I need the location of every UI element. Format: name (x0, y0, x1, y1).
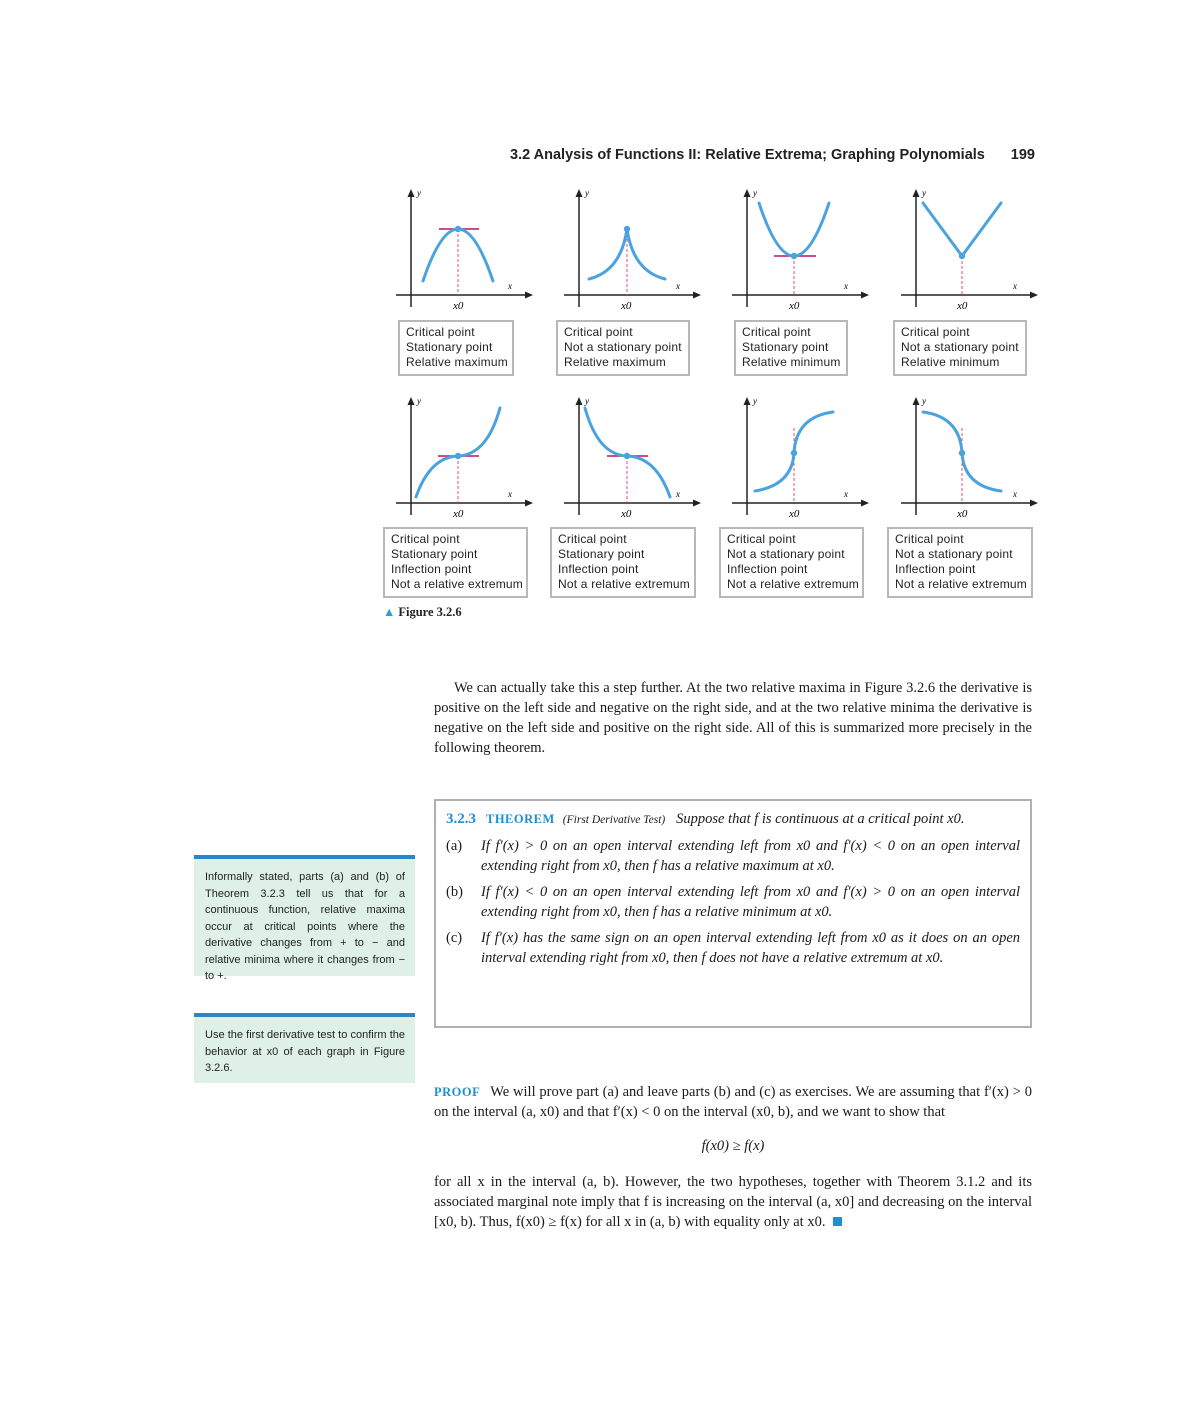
y-label: y (753, 396, 757, 406)
y-label: y (922, 188, 926, 198)
theorem-name: (First Derivative Test) (562, 814, 666, 826)
x0-label: x0 (621, 508, 632, 520)
y-label: y (417, 188, 421, 198)
caption-line: Critical point (895, 532, 964, 546)
margin-note-informal: Informally stated, parts (a) and (b) of Theorem 3.2.3 tell us that for a continuous function, relative maxima occur at critical points where the derivative changes from + to − and relative minima where it changes from − to +. (194, 855, 415, 976)
page-number: 199 (1010, 147, 1035, 163)
critical-point-dot (455, 226, 461, 232)
proof-conclusion (434, 1172, 1032, 1232)
caption-5 (383, 527, 528, 598)
caption-6 (550, 527, 696, 598)
critical-point-dot (959, 253, 965, 259)
caption-line: Not a stationary point (895, 547, 1013, 561)
x0-label: x0 (789, 508, 800, 520)
x-label: x (844, 489, 848, 499)
y-axis-arrow (913, 189, 920, 197)
caption-line: Inflection point (558, 562, 639, 576)
figure-label-text: Figure 3.2.6 (398, 605, 462, 619)
caption-line: Relative minimum (901, 355, 1000, 369)
caption-2 (556, 320, 690, 376)
x-label: x (508, 281, 512, 291)
graph-relative-maximum-smooth (393, 183, 543, 313)
caption-line: Critical point (558, 532, 627, 546)
curve-left (589, 229, 627, 279)
y-axis-arrow (408, 397, 415, 405)
caption-7 (719, 527, 864, 598)
y-label: y (753, 188, 757, 198)
x0-label: x0 (957, 300, 968, 312)
caption-line: Relative minimum (742, 355, 841, 369)
graph-8-svg (898, 391, 1048, 521)
graph-relative-maximum-cusp (561, 183, 711, 313)
y-label: y (417, 396, 421, 406)
caption-line: Not a relative extremum (895, 577, 1027, 591)
caption-line: Not a stationary point (727, 547, 845, 561)
y-axis-arrow (576, 397, 583, 405)
y-label: y (922, 396, 926, 406)
y-label: y (585, 188, 589, 198)
theorem-heading (446, 809, 1020, 830)
x-axis-arrow (861, 500, 869, 507)
y-axis-arrow (913, 397, 920, 405)
theorem-number: 3.2.3 (446, 811, 476, 827)
figure-label (383, 605, 462, 620)
graph-7-svg (729, 391, 879, 521)
x-axis-arrow (525, 292, 533, 299)
caption-line: Not a relative extremum (391, 577, 523, 591)
y-axis-arrow (576, 189, 583, 197)
curve-right (627, 229, 665, 279)
y-label: y (585, 396, 589, 406)
part-label: (a) (446, 838, 463, 854)
caption-line: Not a stationary point (564, 340, 682, 354)
x-label: x (844, 281, 848, 291)
graph-1-svg (393, 183, 543, 313)
theorem-statement: Suppose that f is continuous at a critical point x0. (676, 811, 965, 827)
caption-8 (887, 527, 1033, 598)
theorem-word: THEOREM (486, 812, 555, 826)
caption-line: Inflection point (391, 562, 472, 576)
y-axis-arrow (744, 397, 751, 405)
y-axis-arrow (744, 189, 751, 197)
x-axis-arrow (1030, 500, 1038, 507)
critical-point-dot (624, 226, 630, 232)
graph-relative-minimum-corner (898, 183, 1048, 313)
graph-2-svg (561, 183, 711, 313)
caption-line: Inflection point (895, 562, 976, 576)
x0-label: x0 (789, 300, 800, 312)
x-axis-arrow (525, 500, 533, 507)
caption-3 (734, 320, 848, 376)
paragraph: We can actually take this a step further. At the two relative maxima in Figure 3.2.6 the derivative is positive on the left side and negative on the right side, and at the two relative minima the derivative is negative on the left side and positive on the right side. All of this is summarized more precisely in the following theorem. (434, 680, 1032, 756)
caption-line: Relative maximum (564, 355, 666, 369)
x-label: x (1013, 489, 1017, 499)
curve (923, 203, 1001, 256)
proof-text-2: for all x in the interval (a, b). However, the two hypotheses, together with Theorem 3.1.2 and its associated marginal note imply that f is increasing on the interval (a, x0] and decreasing on the interval [x0, b). Thus, f(x0) ≥ f(x) for all x in (a, b) with equality only at x0. (434, 1174, 1032, 1230)
part-label: (c) (446, 930, 463, 946)
proof-text: We will prove part (a) and leave parts (b) and (c) as exercises. We are assuming that f′(x) > 0 on the interval (a, x0) and that f′(x) < 0 on the interval (x0, b), and we want to show that (434, 1084, 1032, 1120)
theorem-part-b (446, 882, 1020, 922)
caption-1 (398, 320, 514, 376)
caption-line: Not a relative extremum (558, 577, 690, 591)
x-axis-arrow (861, 292, 869, 299)
x-axis-arrow (693, 500, 701, 507)
margin-note-exercise: Use the first derivative test to confirm the behavior at x0 of each graph in Figure 3.2.6. (194, 1013, 415, 1083)
x0-label: x0 (957, 508, 968, 520)
part-text: If f′(x) has the same sign on an open interval extending left from x0 as it does on an open interval extending right from x0, then f does not have a relative extremum at x0. (481, 930, 1020, 966)
x-label: x (1013, 281, 1017, 291)
theorem-part-a (446, 836, 1020, 876)
graph-inflection-vertical-decreasing (898, 391, 1048, 521)
caption-4 (893, 320, 1027, 376)
caption-line: Not a relative extremum (727, 577, 859, 591)
caption-line: Critical point (406, 325, 475, 339)
x0-label: x0 (453, 300, 464, 312)
running-header (510, 147, 1035, 163)
header-title: 3.2 Analysis of Functions II: Relative Extrema; Graphing Polynomials (510, 147, 985, 163)
y-axis-arrow (408, 189, 415, 197)
caption-line: Stationary point (558, 547, 645, 561)
graph-inflection-stationary-increasing (393, 391, 543, 521)
triangle-icon: ▲ (383, 605, 396, 619)
caption-line: Not a stationary point (901, 340, 1019, 354)
critical-point-dot (455, 453, 461, 459)
qed-square-icon (833, 1217, 842, 1226)
caption-line: Stationary point (406, 340, 493, 354)
x0-label: x0 (621, 300, 632, 312)
graph-inflection-stationary-decreasing (561, 391, 711, 521)
display-equation: f(x0) ≥ f(x) (701, 1138, 765, 1154)
graph-3-svg (729, 183, 879, 313)
part-label: (b) (446, 884, 463, 900)
caption-line: Relative maximum (406, 355, 508, 369)
graph-inflection-vertical-increasing (729, 391, 879, 521)
graph-relative-minimum-smooth (729, 183, 879, 313)
caption-line: Stationary point (391, 547, 478, 561)
caption-line: Inflection point (727, 562, 808, 576)
curve (759, 203, 829, 256)
graph-4-svg (898, 183, 1048, 313)
critical-point-dot (791, 253, 797, 259)
x-axis-arrow (693, 292, 701, 299)
critical-point-dot (791, 450, 797, 456)
proof-word: PROOF (434, 1085, 481, 1099)
x-label: x (508, 489, 512, 499)
part-text: If f′(x) > 0 on an open interval extending left from x0 and f′(x) < 0 on an open interval extending right from x0, then f has a relative maximum at x0. (481, 838, 1020, 874)
critical-point-dot (624, 453, 630, 459)
theorem-box (434, 799, 1032, 1028)
x-axis-arrow (1030, 292, 1038, 299)
graph-6-svg (561, 391, 711, 521)
x0-label: x0 (453, 508, 464, 520)
caption-line: Critical point (564, 325, 633, 339)
theorem-part-c (446, 928, 1020, 968)
caption-line: Critical point (391, 532, 460, 546)
proof-paragraph (434, 1082, 1032, 1122)
x-label: x (676, 489, 680, 499)
critical-point-dot (959, 450, 965, 456)
caption-line: Critical point (742, 325, 811, 339)
caption-line: Critical point (901, 325, 970, 339)
x-label: x (676, 281, 680, 291)
caption-line: Stationary point (742, 340, 829, 354)
part-text: If f′(x) < 0 on an open interval extending left from x0 and f′(x) > 0 on an open interval extending right from x0, then f has a relative minimum at x0. (481, 884, 1020, 920)
graph-5-svg (393, 391, 543, 521)
caption-line: Critical point (727, 532, 796, 546)
